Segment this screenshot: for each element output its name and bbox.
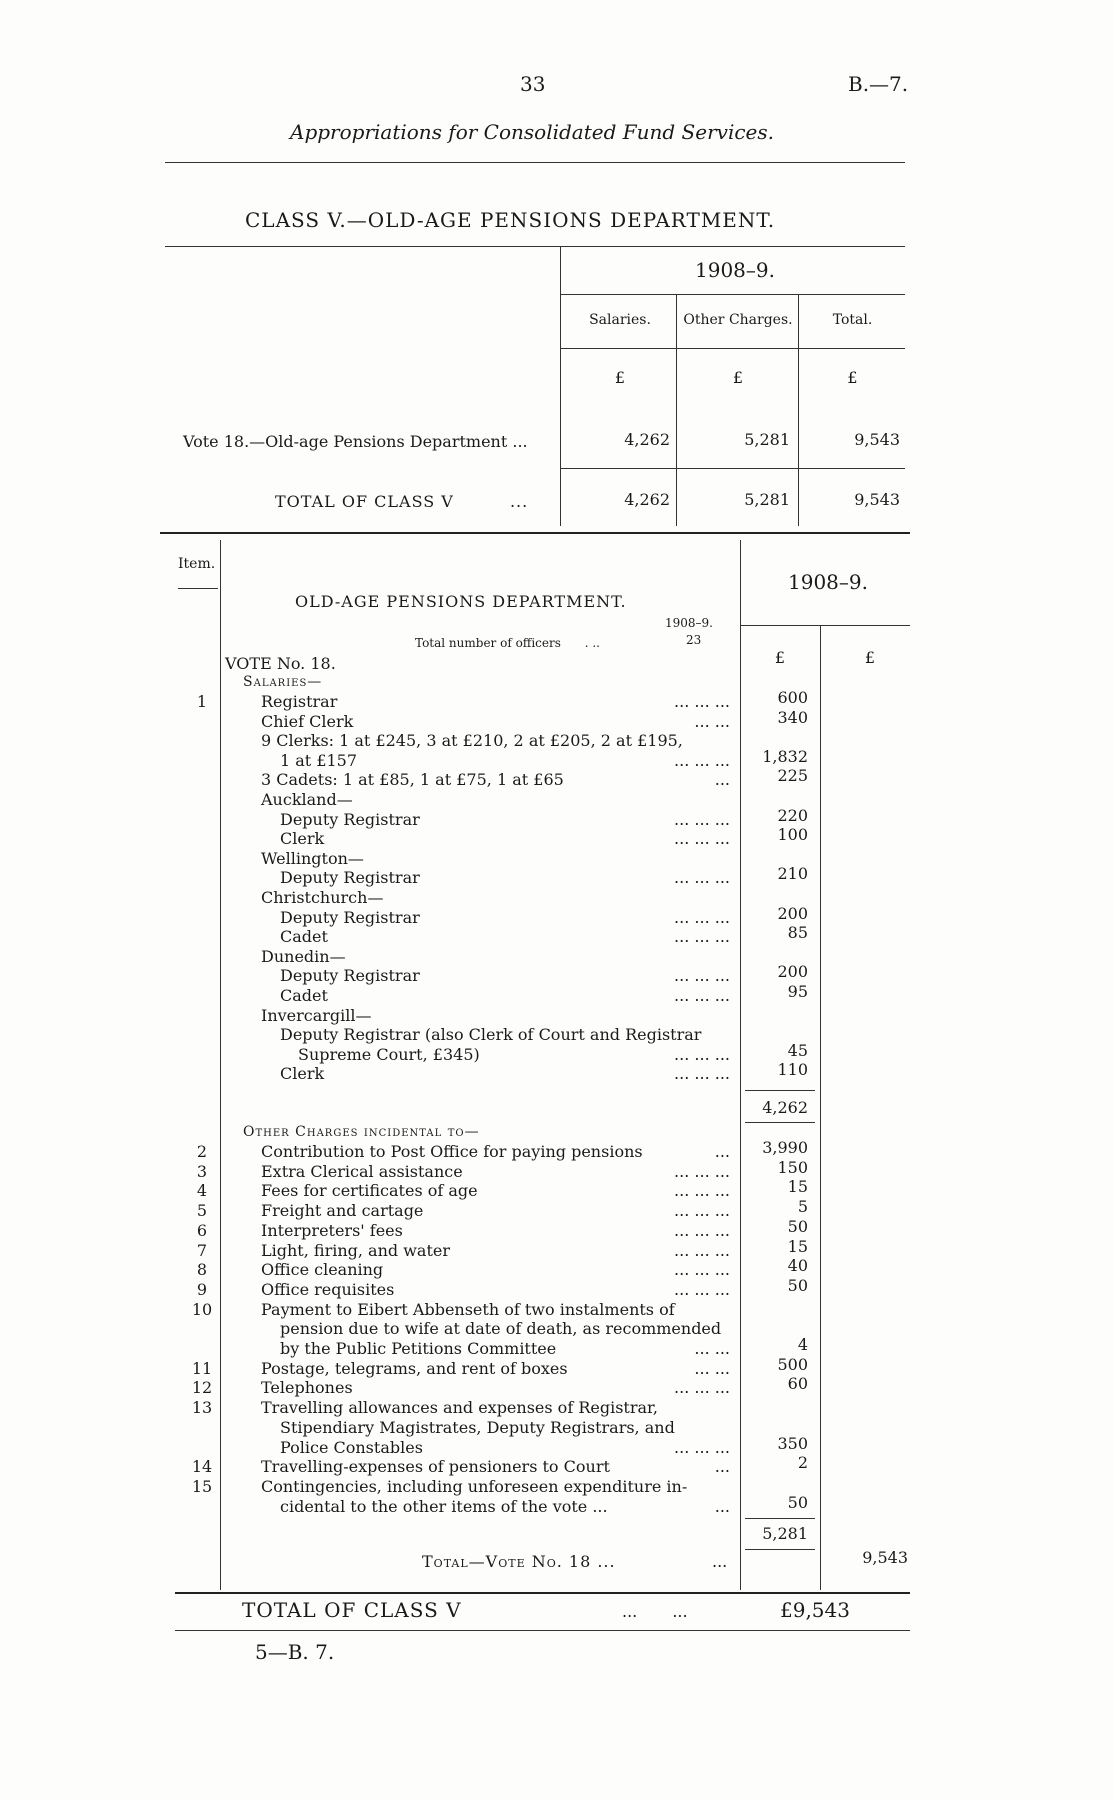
- summary-vote-label: Vote 18.—Old-age Pensions Department ...: [183, 432, 528, 451]
- leader-dots: ... ... ...: [674, 966, 730, 986]
- line-item-text: Cadet: [280, 986, 328, 1005]
- line-item-amount: 210: [777, 864, 808, 884]
- leader-dots: ... ... ...: [674, 1279, 730, 1299]
- line-item-text: Police Constables: [280, 1437, 423, 1457]
- leader-dots: ...: [714, 1142, 730, 1161]
- leader-dots: ... ... ...: [674, 1181, 730, 1201]
- line-item-text: Dunedin—: [261, 946, 346, 966]
- dept-title: OLD-AGE PENSIONS DEPARTMENT.: [295, 592, 627, 611]
- line-item-text: Office requisites: [261, 1279, 395, 1299]
- officers-label: Total number of officers . ..: [415, 636, 600, 650]
- line-item-text: Supreme Court, £345): [298, 1044, 480, 1064]
- line-item-text: Travelling-expenses of pensioners to Court: [261, 1457, 610, 1477]
- summary-total-label: TOTAL OF CLASS V ...: [275, 492, 529, 511]
- vote-total-label: Total—Vote No. 18 ...: [422, 1552, 616, 1571]
- line-item-amount: 600: [777, 688, 808, 707]
- line-item-amount: 110: [777, 1060, 808, 1080]
- leader-dots: ... ... ...: [674, 829, 730, 849]
- line-item-text: 1 at £157: [280, 750, 358, 770]
- leader-dots: ...: [714, 1457, 730, 1477]
- vote-number: VOTE No. 18.: [225, 654, 336, 673]
- leader-dots: ... ...: [694, 711, 730, 731]
- line-item-amount: 5: [797, 1197, 808, 1217]
- line-item-amount: 2: [797, 1453, 808, 1473]
- item-header-rule: [178, 588, 218, 589]
- line-item-amount: 220: [777, 805, 808, 825]
- item-number: 1: [196, 692, 208, 711]
- line-item-text: Interpreters' fees: [261, 1220, 403, 1240]
- summary-label-divider: [560, 246, 561, 526]
- leader-dots: ... ... ...: [674, 1064, 730, 1084]
- col-header-salaries: Salaries.: [589, 312, 651, 328]
- class-total-label: TOTAL OF CLASS V: [242, 1598, 462, 1622]
- line-item-amount: 40: [787, 1256, 808, 1276]
- item-number: 4: [196, 1181, 208, 1201]
- summary-vote-total: 9,543: [854, 430, 900, 449]
- line-item-amount: 45: [787, 1040, 808, 1060]
- col-header-other-charges: Other Charges.: [683, 312, 793, 328]
- leader-dots: ... ... ...: [674, 1161, 730, 1181]
- line-item-amount: 100: [777, 825, 808, 845]
- summary-top-rule: [165, 246, 905, 247]
- line-item-text: 9 Clerks: 1 at £245, 3 at £210, 2 at £205, 2 at £195,: [261, 731, 683, 751]
- col-header-total: Total.: [832, 312, 873, 328]
- summary-year: 1908–9.: [695, 258, 775, 282]
- class-total-amount: £9,543: [780, 1598, 850, 1622]
- line-item-amount: 350: [777, 1433, 808, 1453]
- line-item-amount: 225: [777, 766, 808, 786]
- other-subtotal-bottom-rule: [745, 1549, 815, 1550]
- item-number: 14: [191, 1457, 213, 1477]
- line-item-text: Contribution to Post Office for paying pensions: [261, 1142, 643, 1161]
- line-item-amount: 340: [777, 707, 808, 727]
- line-item-amount: 200: [777, 903, 808, 923]
- item-number: 8: [196, 1260, 208, 1280]
- page-subtitle: Appropriations for Consolidated Fund Services.: [290, 120, 775, 144]
- other-subtotal: 5,281: [762, 1524, 808, 1543]
- leader-dots: ... ...: [694, 1358, 730, 1378]
- leader-dots: ... ... ...: [674, 1044, 730, 1064]
- line-item-amount: 50: [787, 1492, 808, 1512]
- salaries-subtotal-bottom-rule: [745, 1122, 815, 1123]
- leader-dots: ... ... ...: [674, 750, 730, 770]
- item-number: 15: [191, 1476, 213, 1496]
- item-number: 5: [196, 1201, 208, 1221]
- line-item-amount: 200: [777, 962, 808, 982]
- leader-dots: ... ... ...: [674, 1201, 730, 1221]
- line-item-amount: 15: [787, 1236, 808, 1256]
- detail-year-rule: [740, 625, 910, 626]
- item-number: 7: [196, 1240, 208, 1260]
- summary-vote-other: 5,281: [744, 430, 790, 449]
- leader-dots: ...: [714, 770, 730, 790]
- line-item-text: by the Public Petitions Committee: [280, 1339, 557, 1358]
- leader-dots: ... ... ...: [674, 1220, 730, 1240]
- class-title: CLASS V.—OLD-AGE PENSIONS DEPARTMENT.: [245, 208, 776, 232]
- vote-total-amount: 9,543: [862, 1548, 908, 1567]
- summary-total-rule: [560, 468, 905, 469]
- line-item-text: Chief Clerk: [261, 711, 354, 731]
- line-item-text: Freight and cartage: [261, 1201, 424, 1221]
- item-number: 6: [196, 1220, 208, 1240]
- class-total-top-rule: [175, 1592, 910, 1594]
- line-item-text: Deputy Registrar (also Clerk of Court and Registrar: [280, 1025, 702, 1045]
- item-number: 10: [191, 1299, 213, 1319]
- salaries-heading: Salaries—: [243, 674, 323, 690]
- summary-header-rule: [560, 348, 905, 349]
- line-item-text: Deputy Registrar: [280, 966, 420, 986]
- leader-dots: ... ... ...: [674, 1240, 730, 1260]
- leader-dots: ... ... ...: [674, 907, 730, 927]
- leader-dots: ... ... ...: [674, 868, 730, 888]
- line-item-text: Christchurch—: [261, 888, 384, 907]
- leader-dots: ... ... ...: [674, 1378, 730, 1398]
- item-number: 13: [191, 1398, 213, 1418]
- leader-dots: ...: [714, 1496, 730, 1516]
- line-item-amount: 150: [777, 1157, 808, 1177]
- line-item-amount: 85: [787, 923, 808, 943]
- currency-other: £: [732, 368, 744, 387]
- line-item-amount: 1,832: [762, 746, 808, 766]
- line-item-amount: 500: [777, 1354, 808, 1374]
- detail-item-header: Item.: [178, 556, 216, 572]
- line-item-amount: 4: [797, 1335, 808, 1354]
- class-total-bottom-rule: [175, 1630, 910, 1631]
- line-item-text: Registrar: [261, 692, 338, 711]
- salaries-subtotal: 4,262: [762, 1098, 808, 1117]
- footer-reference: 5—B. 7.: [255, 1640, 335, 1664]
- leader-dots: ... ... ...: [674, 986, 730, 1005]
- line-item-text: cidental to the other items of the vote ...: [280, 1496, 608, 1516]
- summary-total-total: 9,543: [854, 490, 900, 509]
- vote-total-dots: ...: [712, 1552, 728, 1571]
- line-item-amount: 50: [787, 1216, 808, 1236]
- document-reference: B.—7.: [848, 72, 909, 96]
- item-number: 3: [196, 1161, 208, 1181]
- other-charges-heading: Other Charges incidental to—: [243, 1124, 480, 1140]
- detail-currency-2: £: [864, 648, 876, 667]
- summary-total-other: 5,281: [744, 490, 790, 509]
- line-item-text: Light, firing, and water: [261, 1240, 450, 1260]
- summary-col-divider-1: [676, 294, 677, 526]
- line-item-text: Contingencies, including unforeseen expenditure in-: [261, 1476, 688, 1496]
- detail-currency-1: £: [774, 648, 786, 667]
- line-item-text: Deputy Registrar: [280, 868, 420, 888]
- line-item-text: Wellington—: [261, 848, 364, 868]
- line-item-amount: 95: [787, 982, 808, 1001]
- summary-col-divider-2: [798, 294, 799, 526]
- leader-dots: ... ... ...: [674, 927, 730, 947]
- item-number: 11: [191, 1358, 213, 1378]
- line-item-text: Clerk: [280, 1064, 325, 1084]
- line-item-text: Extra Clerical assistance: [261, 1161, 463, 1181]
- currency-total: £: [847, 368, 858, 387]
- detail-total-divider: [820, 625, 821, 1590]
- header-rule: [165, 162, 905, 163]
- class-total-dots: ... ...: [622, 1602, 688, 1621]
- line-item-text: Travelling allowances and expenses of Registrar,: [261, 1398, 658, 1418]
- line-item-text: Office cleaning: [261, 1260, 384, 1280]
- item-number: 2: [196, 1142, 208, 1161]
- currency-salaries: £: [614, 368, 626, 387]
- line-item-text: Fees for certificates of age: [261, 1181, 478, 1201]
- leader-dots: ... ... ...: [674, 809, 730, 829]
- line-item-text: Auckland—: [261, 790, 353, 809]
- line-item-text: 3 Cadets: 1 at £85, 1 at £75, 1 at £65: [261, 770, 564, 790]
- line-item-amount: 3,990: [762, 1138, 808, 1157]
- officers-year: 1908–9.: [665, 616, 713, 630]
- line-item-text: Stipendiary Magistrates, Deputy Registrars, and: [280, 1417, 675, 1437]
- summary-year-rule: [560, 294, 905, 295]
- line-item-text: Payment to Eibert Abbenseth of two instalments of: [261, 1299, 675, 1319]
- line-item-amount: 50: [787, 1275, 808, 1295]
- leader-dots: ... ...: [694, 1339, 730, 1358]
- line-item-text: Cadet: [280, 927, 328, 947]
- line-item-text: Postage, telegrams, and rent of boxes: [261, 1358, 568, 1378]
- item-number: 9: [196, 1279, 208, 1299]
- line-item-text: Invercargill—: [261, 1005, 372, 1025]
- item-number: 12: [191, 1378, 213, 1398]
- line-item-amount: 15: [787, 1177, 808, 1197]
- officers-count: 23: [686, 633, 702, 647]
- leader-dots: ... ... ...: [674, 1260, 730, 1280]
- page-number: 33: [520, 72, 546, 96]
- line-item-text: Deputy Registrar: [280, 809, 420, 829]
- summary-bottom-rule: [160, 532, 910, 534]
- line-item-text: Clerk: [280, 829, 325, 849]
- detail-year-header: 1908–9.: [788, 570, 868, 594]
- line-item-text: Telephones: [261, 1378, 353, 1398]
- leader-dots: ... ... ...: [674, 1437, 730, 1457]
- other-subtotal-rule: [745, 1518, 815, 1519]
- line-item-amount: 60: [787, 1374, 808, 1394]
- salaries-subtotal-rule: [745, 1090, 815, 1091]
- leader-dots: ... ... ...: [674, 692, 730, 711]
- detail-item-divider: [220, 540, 221, 1590]
- line-item-text: pension due to wife at date of death, as recommended: [280, 1319, 722, 1339]
- line-item-text: Deputy Registrar: [280, 907, 420, 927]
- summary-total-salaries: 4,262: [624, 490, 670, 509]
- summary-vote-salaries: 4,262: [624, 430, 670, 449]
